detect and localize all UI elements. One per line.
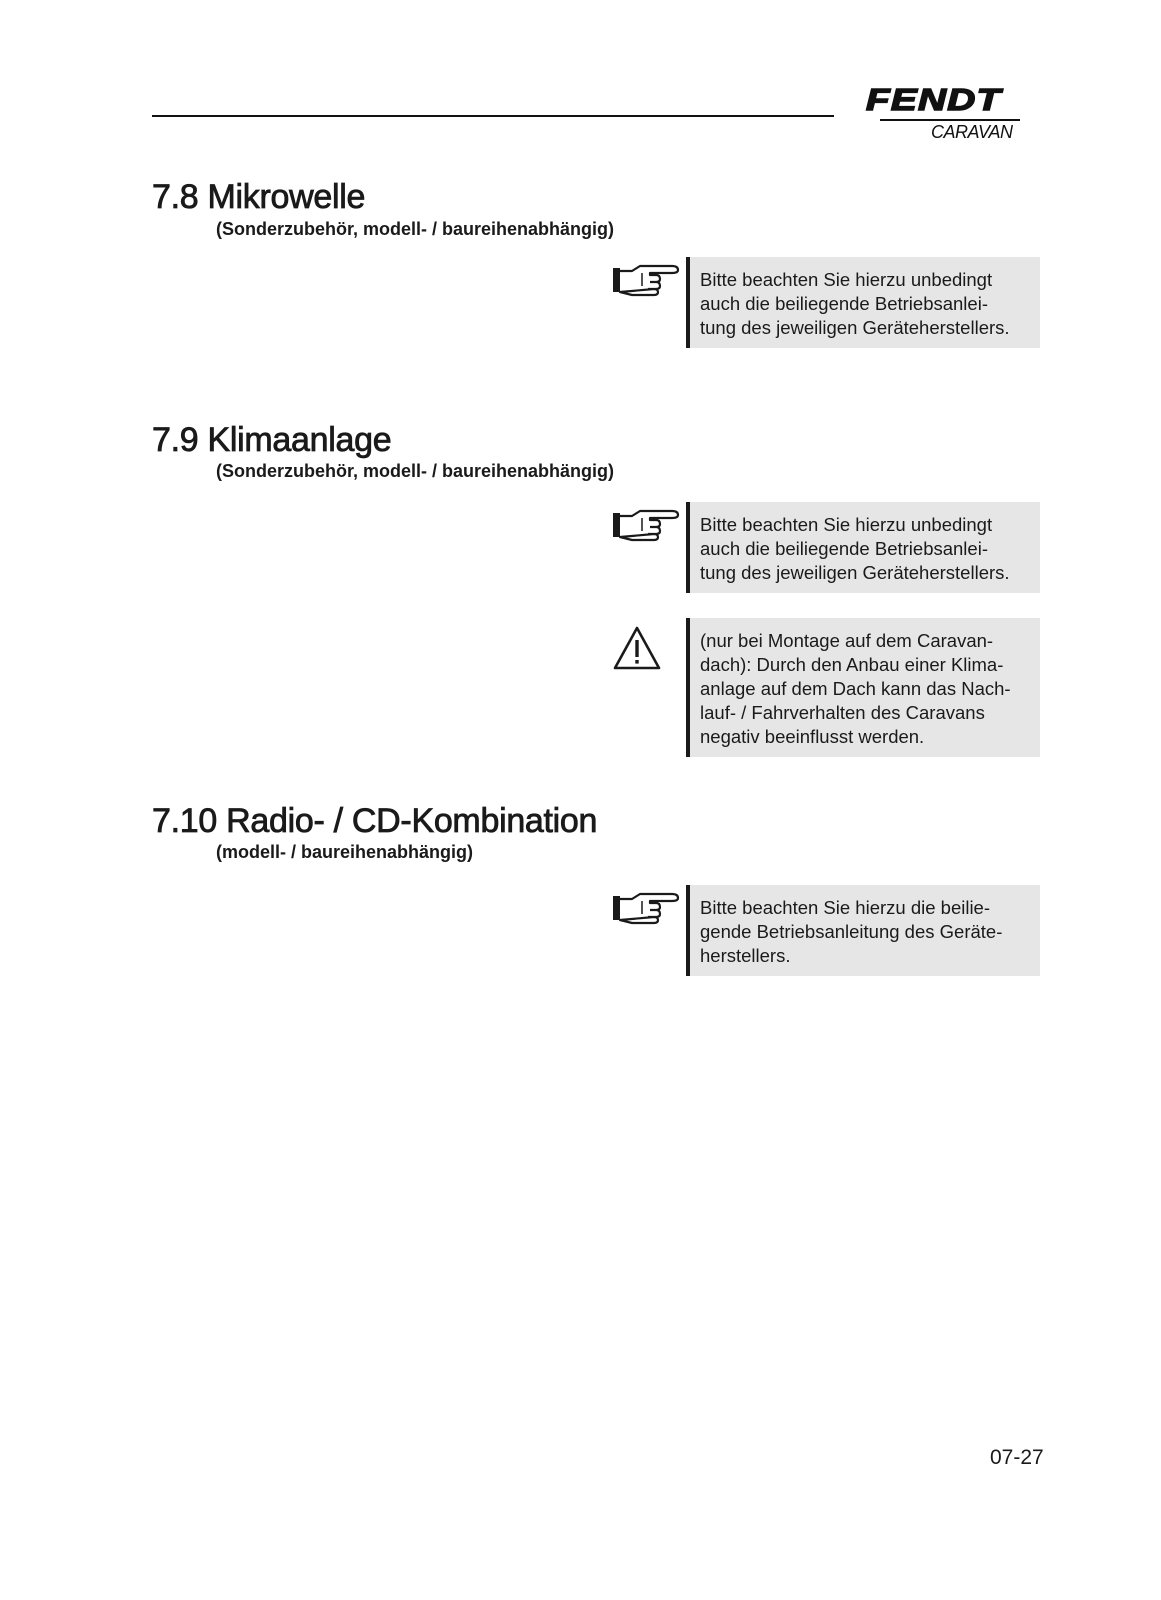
- note-line: Bitte beachten Sie hierzu unbedingt: [700, 269, 993, 290]
- note-line: gende Betriebsanleitung des Geräte-: [700, 921, 1003, 942]
- note-line: auch die beiliegende Betriebsanlei-: [700, 538, 988, 559]
- note-line: Bitte beachten Sie hierzu unbedingt: [700, 514, 993, 535]
- note-line: herstellers.: [700, 945, 791, 966]
- header-rule: [152, 115, 834, 117]
- note-line: Bitte beachten Sie hierzu die beilie-: [700, 897, 991, 918]
- note-box-klimaanlage-2: [686, 618, 1040, 757]
- logo-sub-text: CARAVAN: [931, 122, 1013, 142]
- pointing-hand-icon: [612, 890, 680, 926]
- warning-triangle-icon: [612, 625, 662, 671]
- note-line: negativ beeinflusst werden.: [700, 726, 925, 747]
- section-subtitle-klimaanlage: (Sonderzubehör, modell- / baureihenabhängig): [216, 461, 615, 481]
- note-line: anlage auf dem Dach kann das Nach-: [700, 678, 1011, 699]
- note-line: (nur bei Montage auf dem Caravan-: [700, 630, 994, 651]
- logo-rule: [880, 119, 1020, 121]
- note-line: lauf- / Fahrverhalten des Caravans: [700, 702, 985, 723]
- pointing-hand-icon: [612, 262, 680, 298]
- note-line: tung des jeweiligen Geräteherstellers.: [700, 562, 1010, 583]
- logo-main-text: FENDT: [866, 82, 1002, 117]
- note-box-klimaanlage-1: [686, 502, 1040, 593]
- section-subtitle-mikrowelle: (Sonderzubehör, modell- / baureihenabhängig): [216, 219, 615, 239]
- section-subtitle-radio-cd: (modell- / baureihenabhängig): [216, 842, 474, 862]
- note-box-radio-cd-1: [686, 885, 1040, 976]
- section-title-klimaanlage: 7.9 Klimaanlage: [152, 421, 392, 459]
- page-number: 07-27: [990, 1446, 1044, 1469]
- fendt-caravan-logo: [866, 82, 1026, 144]
- pointing-hand-icon: [612, 507, 680, 543]
- section-title-radio-cd: 7.10 Radio- / CD-Kombination: [152, 802, 598, 840]
- note-line: dach): Durch den Anbau einer Klima-: [700, 654, 1004, 675]
- note-box-mikrowelle-1: [686, 257, 1040, 348]
- note-line: auch die beiliegende Betriebsanlei-: [700, 293, 988, 314]
- section-title-mikrowelle: 7.8 Mikrowelle: [152, 178, 366, 216]
- note-line: tung des jeweiligen Geräteherstellers.: [700, 317, 1010, 338]
